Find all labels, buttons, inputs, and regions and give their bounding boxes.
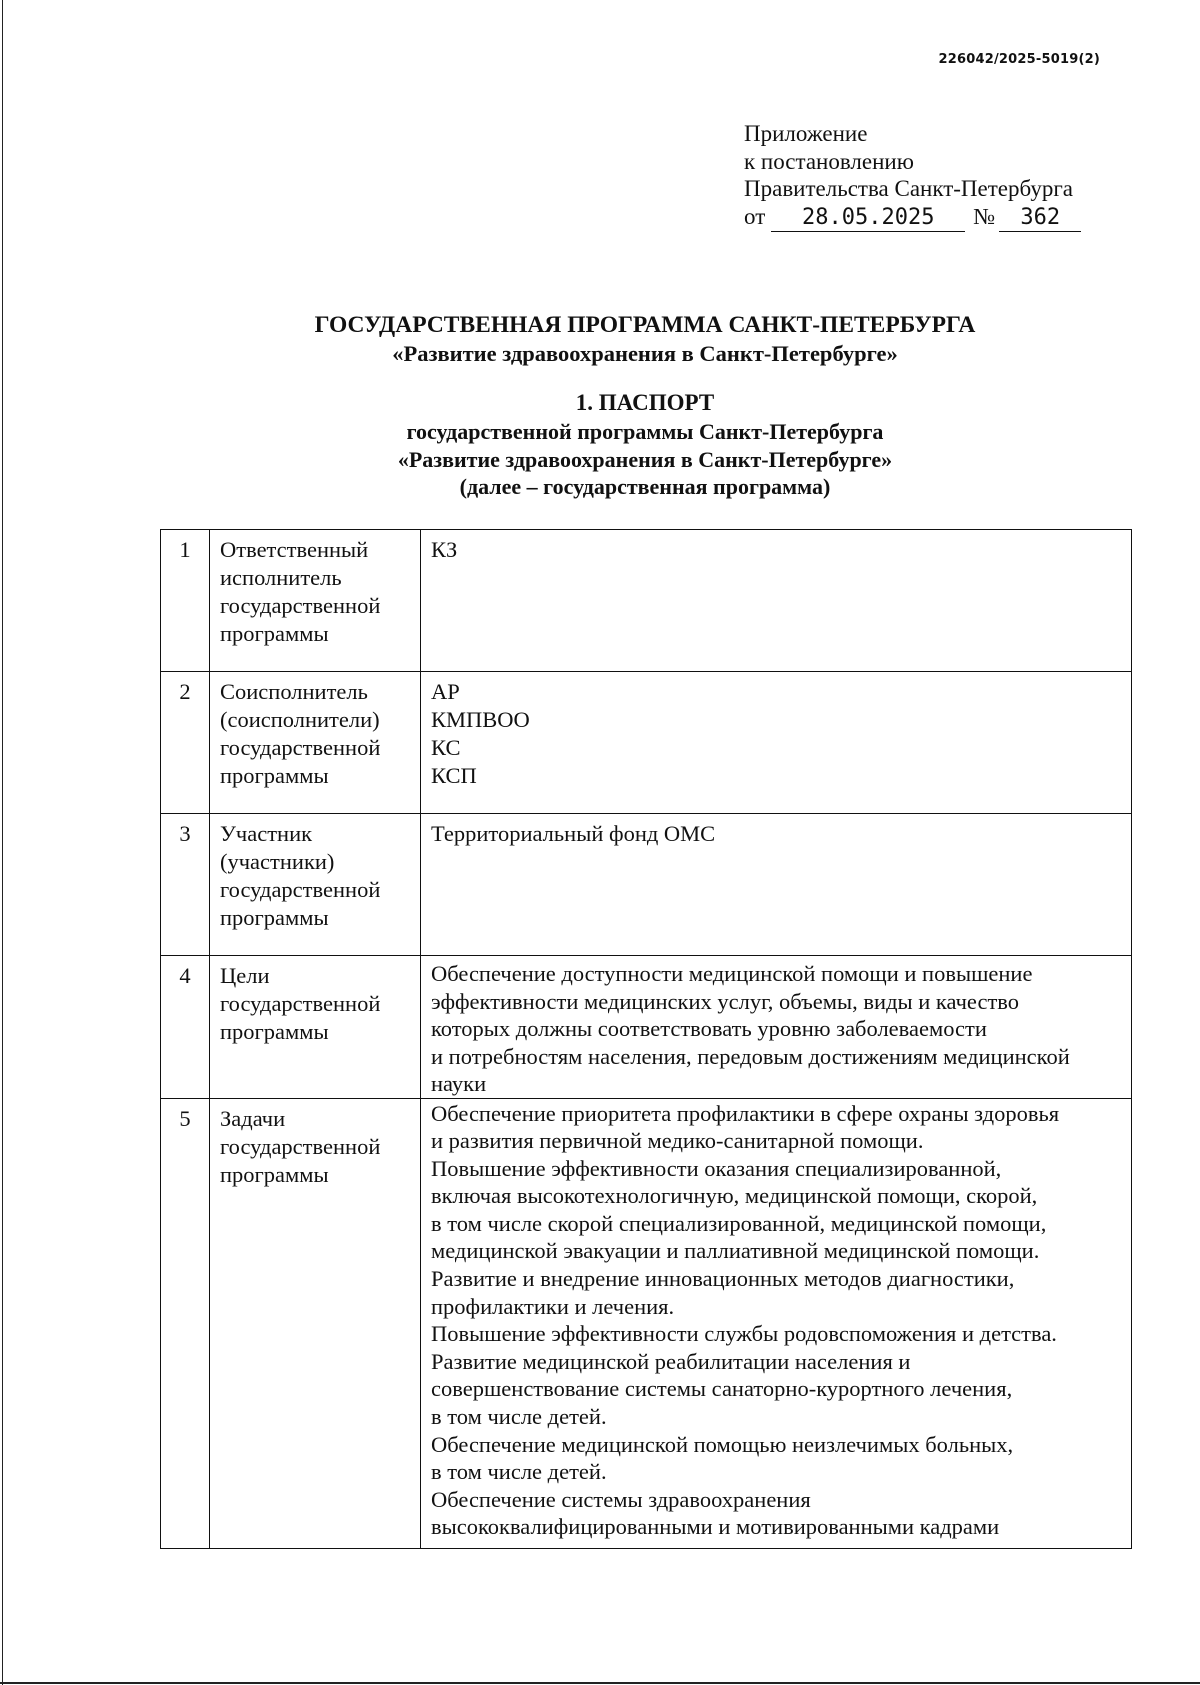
passport-subheading-1: государственной программы Санкт-Петербурга	[406, 419, 884, 444]
row-content	[421, 530, 1132, 672]
row-content-line: в том числе детей.	[431, 1459, 607, 1485]
row-content-line: профилактики и лечения.	[431, 1293, 675, 1319]
passport-heading: 1. ПАСПОРТ	[575, 390, 715, 415]
row-label-line: программы	[220, 621, 329, 646]
row-label-line: государственной	[220, 877, 381, 902]
from-label: от	[744, 203, 766, 229]
program-title: ГОСУДАРСТВЕННАЯ ПРОГРАММА САНКТ-ПЕТЕРБУРГА	[314, 312, 976, 338]
row-label-line: программы	[220, 1019, 329, 1044]
row-content-line: Развитие медицинской реабилитации населения и	[431, 1348, 911, 1374]
row-content-line: совершенствование системы санаторно-курортного лечения,	[431, 1376, 1013, 1402]
document-headings	[0, 310, 1200, 501]
row-content-line: в том числе детей.	[431, 1404, 607, 1430]
program-subtitle: «Развитие здравоохранения в Санкт-Петербурге»	[392, 341, 898, 366]
row-label	[210, 956, 421, 1099]
row-label-line: Участник	[220, 821, 313, 846]
row-label-line: программы	[220, 1161, 329, 1187]
appendix-line-3: Правительства Санкт-Петербурга	[744, 176, 1073, 201]
table-row	[161, 1098, 1132, 1548]
number-sign: №	[973, 203, 996, 229]
row-content-line: медицинской эвакуации и паллиативной медицинской помощи.	[431, 1238, 1040, 1264]
row-content-line: науки	[431, 1071, 487, 1096]
row-content-line: Обеспечение приоритета профилактики в сфере охраны здоровья	[431, 1100, 1060, 1126]
row-label-line: программы	[220, 905, 329, 930]
registration-number: 226042/2025-5019(2)	[938, 52, 1100, 67]
row-label	[210, 530, 421, 672]
row-content-line: КС	[431, 735, 461, 760]
table-row	[161, 672, 1132, 814]
row-content-line: КСП	[431, 763, 477, 788]
row-label-line: (участники)	[220, 849, 335, 874]
appendix-line-1: Приложение	[744, 121, 868, 146]
row-label-line: Соисполнитель	[220, 679, 368, 704]
row-content-line: высококвалифицированными и мотивированными кадрами	[431, 1514, 1000, 1540]
row-content	[421, 814, 1132, 956]
row-content	[421, 672, 1132, 814]
passport-subheading-3: (далее – государственная программа)	[459, 474, 831, 499]
row-content-line: Обеспечение системы здравоохранения	[431, 1486, 811, 1512]
page-edge-bottom	[0, 1682, 1200, 1684]
row-content-line: которых должны соответствовать уровню заболеваемости	[431, 1016, 987, 1041]
appendix-block	[744, 120, 1081, 232]
row-label	[210, 814, 421, 956]
row-label-line: Задачи	[220, 1105, 286, 1131]
row-label-line: Ответственный	[220, 537, 369, 562]
page-edge-left	[2, 0, 3, 1685]
row-label	[210, 1098, 421, 1548]
row-label-line: (соисполнители)	[220, 707, 380, 732]
row-number: 5	[161, 1098, 210, 1548]
row-label-line: государственной	[220, 1133, 381, 1159]
appendix-line-2: к постановлению	[744, 148, 914, 174]
row-content-line: КМПВОО	[431, 707, 530, 732]
row-content-line: Территориальный фонд ОМС	[431, 821, 716, 846]
row-content-line: эффективности медицинских услуг, объемы, виды и качество	[431, 988, 1019, 1014]
row-content-line: Развитие и внедрение инновационных методов диагностики,	[431, 1266, 1015, 1292]
table-row	[161, 956, 1132, 1099]
row-label-line: программы	[220, 763, 329, 788]
row-content-line: Повышение эффективности оказания специализированной,	[431, 1155, 1002, 1181]
row-number: 3	[161, 814, 210, 956]
row-label-line: исполнитель	[220, 565, 342, 590]
row-content-line: Обеспечение медицинской помощью неизлечимых больных,	[431, 1431, 1014, 1457]
row-content-line: Обеспечение доступности медицинской помощи и повышение	[431, 961, 1033, 986]
decree-date: 28.05.2025	[771, 206, 965, 232]
row-content-line: Повышение эффективности службы родовспоможения и детства.	[431, 1321, 1057, 1347]
row-content	[421, 956, 1132, 1099]
row-label-line: Цели	[220, 963, 270, 988]
row-content-line: включая высокотехнологичную, медицинской помощи, скорой,	[431, 1183, 1038, 1209]
passport-table	[160, 529, 1132, 1549]
row-content	[421, 1098, 1132, 1548]
table-row	[161, 530, 1132, 672]
row-content-line: и развития первичной медико-санитарной помощи.	[431, 1128, 924, 1154]
row-number: 2	[161, 672, 210, 814]
row-content-line: и потребностям населения, передовым достижениям медицинской	[431, 1043, 1070, 1069]
row-content-line: в том числе скорой специализированной, медицинской помощи,	[431, 1210, 1047, 1236]
row-number: 1	[161, 530, 210, 672]
table-row	[161, 814, 1132, 956]
row-content-line: АР	[431, 679, 460, 704]
row-label	[210, 672, 421, 814]
row-label-line: государственной	[220, 991, 381, 1016]
row-number: 4	[161, 956, 210, 1099]
row-content-line: КЗ	[431, 537, 458, 562]
decree-number: 362	[999, 206, 1081, 232]
appendix-date-line	[744, 203, 1081, 232]
row-label-line: государственной	[220, 735, 381, 760]
passport-subheading-2: «Развитие здравоохранения в Санкт-Петербурге»	[397, 446, 893, 472]
row-label-line: государственной	[220, 593, 381, 618]
